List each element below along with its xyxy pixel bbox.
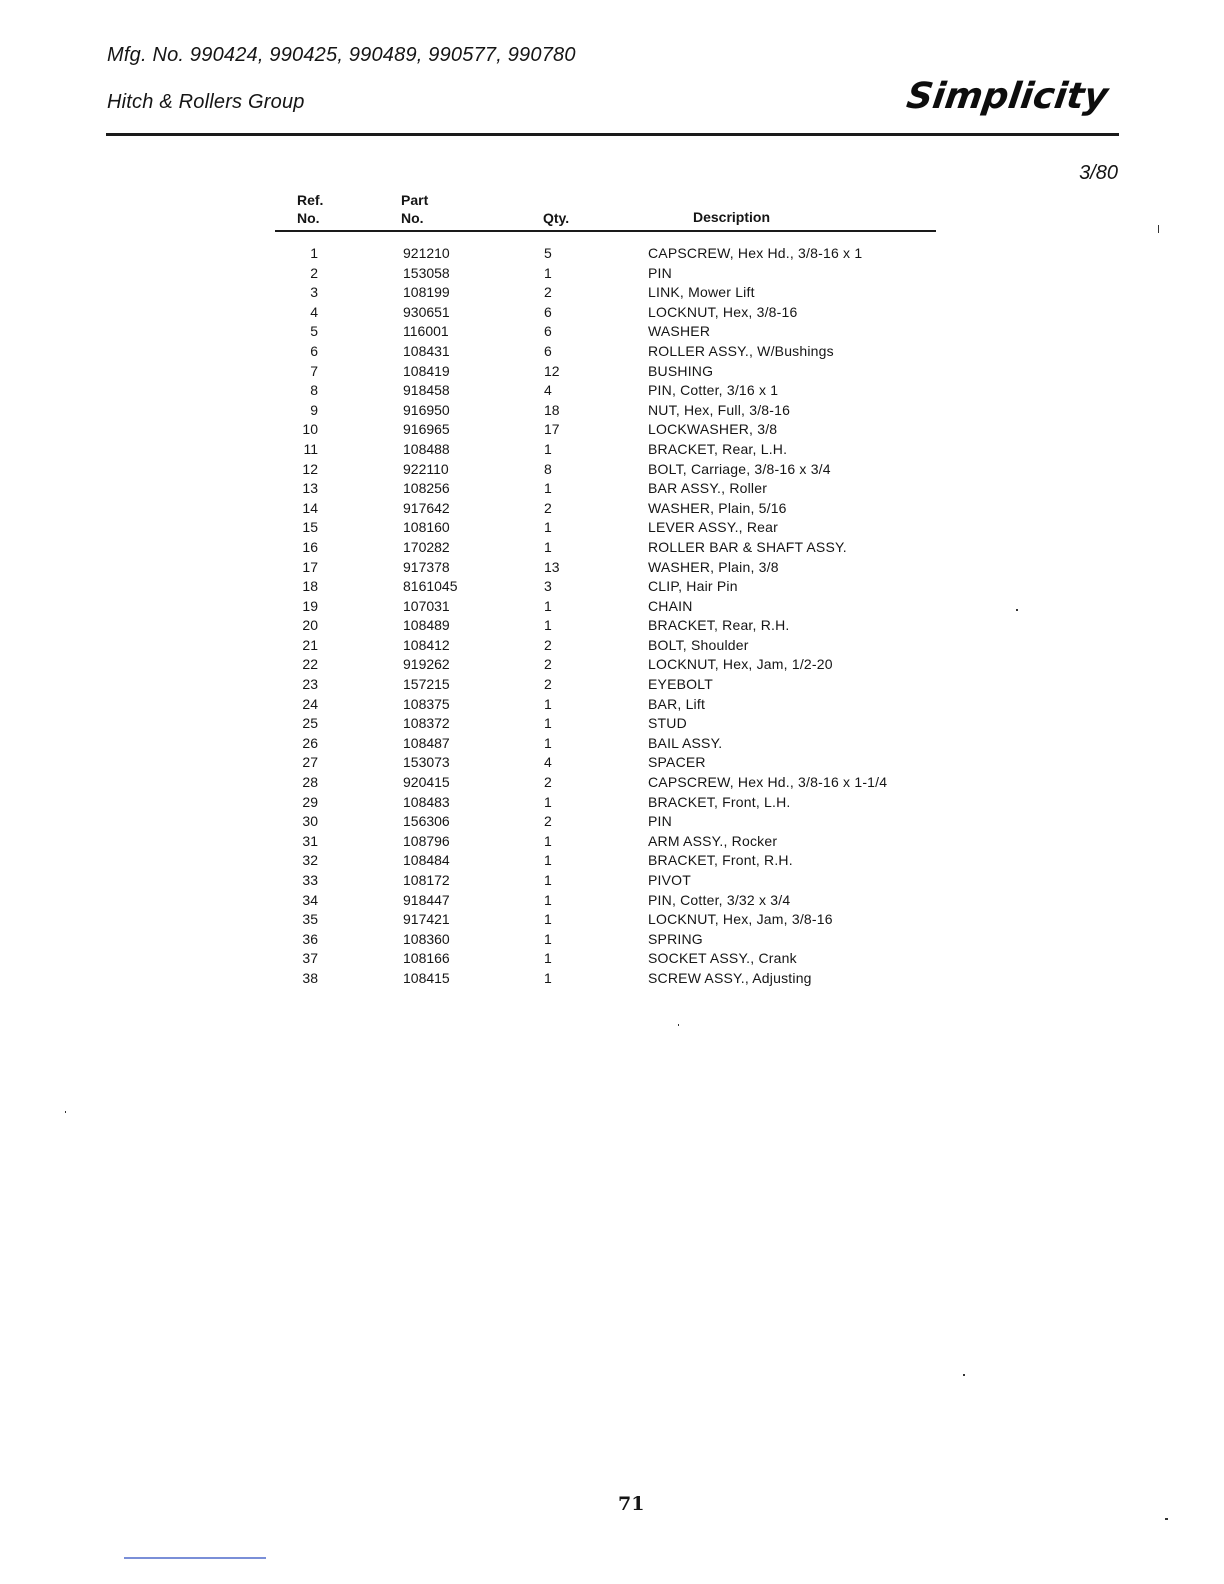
quantity: 1 bbox=[544, 538, 552, 555]
table-row bbox=[0, 479, 1224, 499]
part-no: 930651 bbox=[403, 303, 450, 320]
part-no: 108256 bbox=[403, 480, 450, 497]
description: WASHER, Plain, 3/8 bbox=[648, 558, 779, 575]
ref-no: 27 bbox=[302, 754, 318, 771]
description: LOCKNUT, Hex, Jam, 1/2-20 bbox=[648, 656, 833, 673]
ref-no: 17 bbox=[302, 558, 318, 575]
ref-no: 10 bbox=[302, 421, 318, 438]
quantity: 1 bbox=[544, 597, 552, 614]
table-row bbox=[0, 303, 1224, 323]
part-no: 918447 bbox=[403, 891, 450, 908]
ref-no: 19 bbox=[302, 597, 318, 614]
ref-no: 31 bbox=[302, 832, 318, 849]
part-no: 8161045 bbox=[403, 578, 458, 595]
ref-no: 36 bbox=[302, 930, 318, 947]
ref-no: 9 bbox=[310, 401, 318, 418]
quantity: 1 bbox=[544, 852, 552, 869]
table-row bbox=[0, 440, 1224, 460]
description: PIN bbox=[648, 813, 672, 830]
revision-date: 3/80 bbox=[1079, 162, 1118, 184]
description: ARM ASSY., Rocker bbox=[648, 832, 778, 849]
table-row bbox=[0, 695, 1224, 715]
scan-speck bbox=[963, 1374, 965, 1376]
page-number: 71 bbox=[618, 1493, 645, 1515]
table-row bbox=[0, 244, 1224, 264]
part-no: 108487 bbox=[403, 734, 450, 751]
quantity: 2 bbox=[544, 656, 552, 673]
section-title: Hitch & Rollers Group bbox=[107, 91, 305, 113]
description: SPRING bbox=[648, 930, 703, 947]
part-no: 922110 bbox=[403, 460, 449, 477]
part-no: 108166 bbox=[403, 950, 450, 967]
table-row bbox=[0, 910, 1224, 930]
ref-no: 2 bbox=[310, 264, 318, 281]
description: BRACKET, Front, L.H. bbox=[648, 793, 791, 810]
part-no: 108484 bbox=[403, 852, 450, 869]
ref-no: 11 bbox=[303, 440, 318, 457]
header-part-line1: Part bbox=[401, 192, 429, 208]
ref-no: 16 bbox=[302, 538, 318, 555]
description: ROLLER ASSY., W/Bushings bbox=[648, 342, 834, 359]
part-no: 107031 bbox=[403, 597, 450, 614]
table-row bbox=[0, 871, 1224, 891]
quantity: 2 bbox=[544, 774, 552, 791]
ref-no: 5 bbox=[310, 323, 318, 340]
ref-no: 29 bbox=[302, 793, 318, 810]
description: BUSHING bbox=[648, 362, 714, 379]
part-no: 108412 bbox=[403, 636, 450, 653]
quantity: 1 bbox=[544, 695, 552, 712]
header-rule bbox=[106, 133, 1119, 136]
description: BAR, Lift bbox=[648, 695, 706, 712]
parts-table bbox=[0, 244, 1224, 989]
ref-no: 28 bbox=[302, 774, 318, 791]
ref-no: 38 bbox=[302, 969, 318, 986]
quantity: 1 bbox=[544, 480, 552, 497]
part-no: 156306 bbox=[403, 813, 450, 830]
table-row bbox=[0, 401, 1224, 421]
table-row bbox=[0, 499, 1224, 519]
description: PIVOT bbox=[648, 872, 692, 888]
table-row bbox=[0, 264, 1224, 284]
header-description: Description bbox=[693, 209, 771, 225]
table-row bbox=[0, 812, 1224, 832]
part-no: 108488 bbox=[403, 440, 450, 457]
quantity: 2 bbox=[544, 636, 552, 653]
quantity: 1 bbox=[544, 734, 552, 751]
part-no: 916950 bbox=[403, 401, 450, 418]
table-row bbox=[0, 381, 1224, 401]
ref-no: 13 bbox=[302, 480, 318, 497]
description: PIN, Cotter, 3/32 x 3/4 bbox=[648, 891, 791, 908]
quantity: 6 bbox=[544, 323, 552, 340]
header-part-line2: No. bbox=[401, 210, 424, 226]
quantity: 2 bbox=[544, 284, 552, 301]
part-no: 916965 bbox=[403, 421, 450, 438]
description: PIN, Cotter, 3/16 x 1 bbox=[648, 382, 779, 399]
table-row bbox=[0, 969, 1224, 989]
table-row bbox=[0, 577, 1224, 597]
ref-no: 20 bbox=[302, 617, 318, 634]
description: LOCKWASHER, 3/8 bbox=[648, 421, 778, 438]
scan-speck bbox=[1016, 609, 1018, 611]
quantity: 2 bbox=[544, 676, 552, 693]
quantity: 1 bbox=[544, 950, 552, 967]
part-no: 108360 bbox=[403, 930, 450, 947]
header-ref-no bbox=[297, 191, 323, 227]
description: PIN bbox=[648, 264, 672, 281]
header-ref-line2: No. bbox=[297, 210, 320, 226]
table-row bbox=[0, 616, 1224, 636]
ref-no: 25 bbox=[302, 715, 318, 732]
quantity: 12 bbox=[544, 362, 560, 379]
description: BAIL ASSY. bbox=[648, 734, 723, 751]
part-no: 921210 bbox=[403, 245, 450, 261]
description: WASHER bbox=[648, 323, 711, 340]
part-no: 108431 bbox=[403, 342, 450, 359]
quantity: 2 bbox=[544, 813, 552, 830]
quantity: 1 bbox=[544, 519, 552, 536]
ref-no: 3 bbox=[310, 284, 318, 301]
quantity: 1 bbox=[544, 891, 552, 908]
ref-no: 7 bbox=[310, 362, 318, 379]
part-no: 917378 bbox=[403, 558, 450, 575]
quantity: 6 bbox=[544, 342, 552, 359]
part-no: 108160 bbox=[403, 519, 450, 536]
ref-no: 37 bbox=[302, 950, 318, 967]
ref-no: 32 bbox=[302, 852, 318, 869]
quantity: 18 bbox=[544, 401, 560, 418]
description: LEVER ASSY., Rear bbox=[648, 519, 778, 536]
description: BOLT, Carriage, 3/8-16 x 3/4 bbox=[648, 460, 831, 477]
quantity: 6 bbox=[544, 303, 552, 320]
ref-no: 1 bbox=[310, 245, 318, 261]
quantity: 4 bbox=[544, 382, 552, 399]
table-row bbox=[0, 538, 1224, 558]
table-row bbox=[0, 518, 1224, 538]
part-no: 157215 bbox=[403, 676, 450, 693]
table-row bbox=[0, 930, 1224, 950]
scan-edge-line bbox=[124, 1557, 266, 1559]
part-no: 108796 bbox=[403, 832, 450, 849]
table-row bbox=[0, 832, 1224, 852]
ref-no: 30 bbox=[302, 813, 318, 830]
quantity: 5 bbox=[544, 245, 552, 261]
quantity: 17 bbox=[544, 421, 560, 438]
description: CLIP, Hair Pin bbox=[648, 578, 738, 595]
table-row bbox=[0, 597, 1224, 617]
quantity: 13 bbox=[544, 558, 560, 575]
description: WASHER, Plain, 5/16 bbox=[648, 499, 787, 516]
description: STUD bbox=[648, 715, 687, 732]
scan-speck bbox=[65, 1111, 66, 1113]
description: LINK, Mower Lift bbox=[648, 284, 755, 301]
ref-no: 6 bbox=[310, 342, 318, 359]
ref-no: 34 bbox=[302, 891, 318, 908]
description: CAPSCREW, Hex Hd., 3/8-16 x 1-1/4 bbox=[648, 774, 888, 791]
ref-no: 21 bbox=[302, 636, 318, 653]
ref-no: 33 bbox=[302, 872, 318, 888]
table-row bbox=[0, 851, 1224, 871]
table-row bbox=[0, 322, 1224, 342]
part-no: 108415 bbox=[403, 969, 450, 986]
header-qty: Qty. bbox=[543, 210, 570, 226]
part-no: 920415 bbox=[403, 774, 450, 791]
header-ref-line1: Ref. bbox=[297, 192, 324, 208]
description: ROLLER BAR & SHAFT ASSY. bbox=[648, 538, 847, 555]
part-no: 153058 bbox=[403, 264, 450, 281]
scan-speck bbox=[1165, 1518, 1168, 1520]
table-row bbox=[0, 420, 1224, 440]
brand-logo: Simplicity bbox=[904, 76, 1111, 117]
ref-no: 12 bbox=[302, 460, 318, 477]
table-row bbox=[0, 949, 1224, 969]
quantity: 4 bbox=[544, 754, 552, 771]
table-row bbox=[0, 558, 1224, 578]
table-row bbox=[0, 714, 1224, 734]
description: SOCKET ASSY., Crank bbox=[648, 950, 797, 967]
table-header-rule bbox=[275, 230, 936, 232]
description: EYEBOLT bbox=[648, 676, 713, 693]
description: BRACKET, Rear, L.H. bbox=[648, 440, 788, 457]
description: SCREW ASSY., Adjusting bbox=[648, 969, 812, 986]
part-no: 108172 bbox=[403, 872, 450, 888]
part-no: 917421 bbox=[403, 911, 450, 928]
part-no: 108489 bbox=[403, 617, 450, 634]
part-no: 108419 bbox=[403, 362, 450, 379]
part-no: 116001 bbox=[403, 323, 449, 340]
quantity: 1 bbox=[544, 930, 552, 947]
quantity: 1 bbox=[544, 832, 552, 849]
table-row bbox=[0, 636, 1224, 656]
description: LOCKNUT, Hex, 3/8-16 bbox=[648, 303, 798, 320]
quantity: 1 bbox=[544, 969, 552, 986]
description: BAR ASSY., Roller bbox=[648, 480, 768, 497]
scan-speck bbox=[1158, 225, 1159, 233]
quantity: 1 bbox=[544, 617, 552, 634]
description: CAPSCREW, Hex Hd., 3/8-16 x 1 bbox=[648, 245, 863, 261]
table-row bbox=[0, 460, 1224, 480]
table-row bbox=[0, 753, 1224, 773]
part-no: 919262 bbox=[403, 656, 450, 673]
table-row bbox=[0, 283, 1224, 303]
ref-no: 23 bbox=[302, 676, 318, 693]
part-no: 153073 bbox=[403, 754, 450, 771]
ref-no: 22 bbox=[302, 656, 318, 673]
description: BOLT, Shoulder bbox=[648, 636, 749, 653]
description: LOCKNUT, Hex, Jam, 3/8-16 bbox=[648, 911, 833, 928]
quantity: 1 bbox=[544, 793, 552, 810]
description: BRACKET, Rear, R.H. bbox=[648, 617, 790, 634]
quantity: 3 bbox=[544, 578, 552, 595]
table-row bbox=[0, 891, 1224, 911]
table-row bbox=[0, 773, 1224, 793]
ref-no: 4 bbox=[310, 303, 318, 320]
quantity: 1 bbox=[544, 911, 552, 928]
ref-no: 8 bbox=[310, 382, 318, 399]
table-row bbox=[0, 793, 1224, 813]
table-row bbox=[0, 675, 1224, 695]
table-row bbox=[0, 734, 1224, 754]
table-row bbox=[0, 362, 1224, 382]
quantity: 1 bbox=[544, 715, 552, 732]
ref-no: 15 bbox=[302, 519, 318, 536]
part-no: 918458 bbox=[403, 382, 450, 399]
description: CHAIN bbox=[648, 597, 693, 614]
quantity: 1 bbox=[544, 264, 552, 281]
quantity: 1 bbox=[544, 440, 552, 457]
table-row bbox=[0, 342, 1224, 362]
description: BRACKET, Front, R.H. bbox=[648, 852, 793, 869]
part-no: 108375 bbox=[403, 695, 450, 712]
quantity: 1 bbox=[544, 872, 552, 888]
part-no: 108372 bbox=[403, 715, 450, 732]
ref-no: 18 bbox=[302, 578, 318, 595]
header-part-no bbox=[401, 191, 428, 227]
ref-no: 26 bbox=[302, 734, 318, 751]
description: SPACER bbox=[648, 754, 706, 771]
scan-speck bbox=[678, 1024, 679, 1026]
model-numbers: Mfg. No. 990424, 990425, 990489, 990577, 990780 bbox=[107, 44, 576, 66]
description: NUT, Hex, Full, 3/8-16 bbox=[648, 401, 791, 418]
part-no: 108199 bbox=[403, 284, 450, 301]
quantity: 2 bbox=[544, 499, 552, 516]
ref-no: 35 bbox=[302, 911, 318, 928]
part-no: 108483 bbox=[403, 793, 450, 810]
ref-no: 14 bbox=[302, 499, 318, 516]
table-row bbox=[0, 655, 1224, 675]
quantity: 8 bbox=[544, 460, 552, 477]
part-no: 170282 bbox=[403, 538, 450, 555]
ref-no: 24 bbox=[302, 695, 318, 712]
part-no: 917642 bbox=[403, 499, 450, 516]
